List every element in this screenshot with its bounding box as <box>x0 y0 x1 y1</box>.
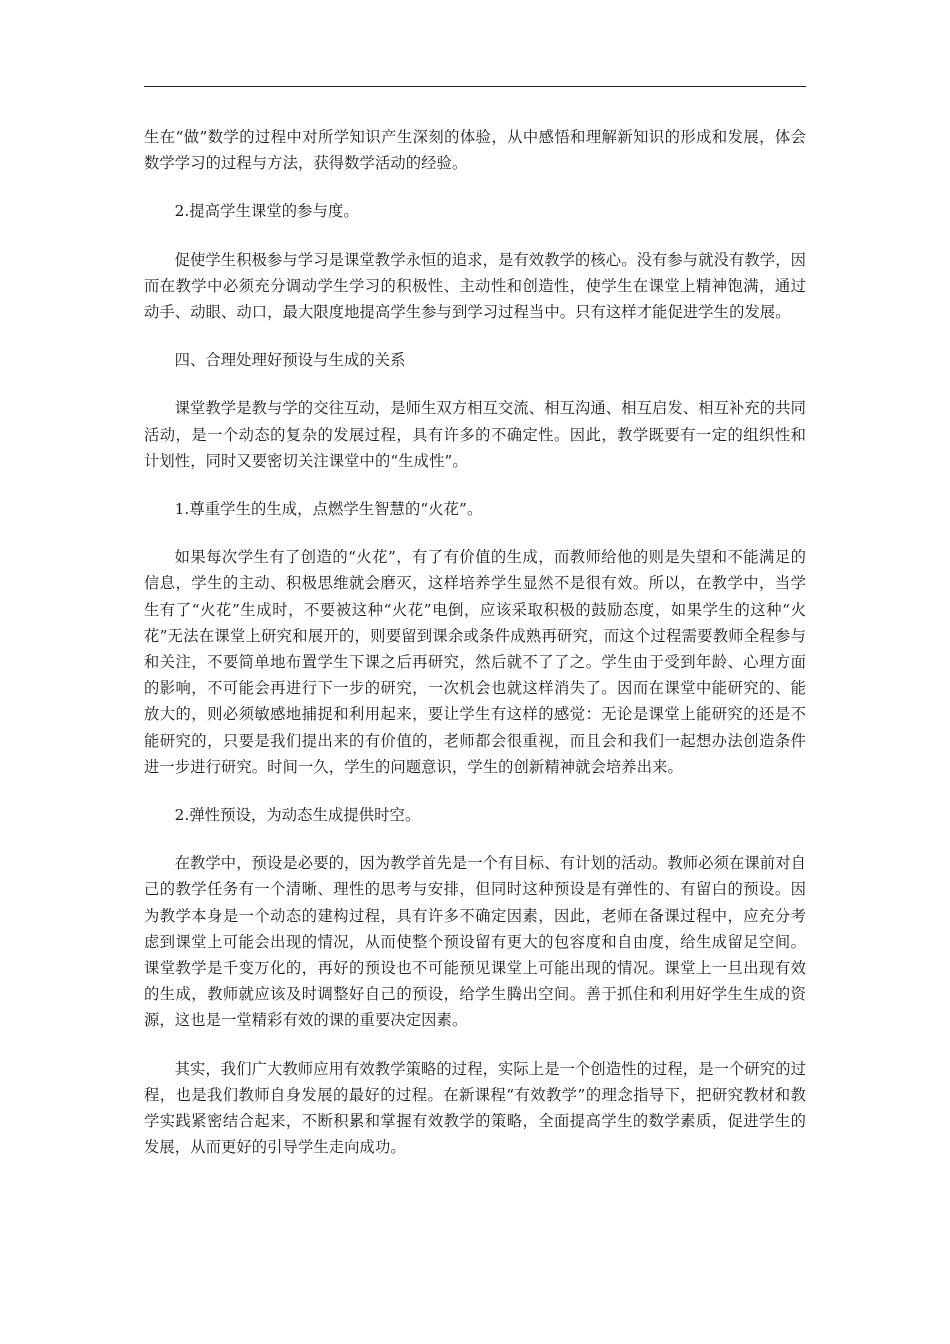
paragraph-participation: 促使学生积极参与学习是课堂教学永恒的追求，是有效教学的核心。没有参与就没有教学，因而在教学中必须充分调动学生学习的积极性、主动性和创造性，使学生在课堂上精神饱满，通过动手、动眼、动口，最大限度地提高学生参与到学习过程当中。只有这样才能促进学生的发展。 <box>144 250 806 322</box>
subheading-respect-generation: 1.尊重学生的生成，点燃学生智慧的“火花”。 <box>174 500 483 519</box>
paragraph-preset: 在教学中，预设是必要的，因为教学首先是一个有目标、有计划的活动。教师必须在课前对自己的教学任务有一个清晰、理性的思考与安排，但同时这种预设是有弹性的、有留白的预设。因为教学本身是一个动态的建构过程，具有许多不确定因素，因此，老师在备课过程中，应充分考虑到课堂上可能会出现的情况，从而使整个预设留有更大的包容度和自由度，给生成留足空间。课堂教学是千变万化的，再好的预设也不可能预见课堂上可能出现的情况。课堂上一旦出现有效的生成，教师就应该及时调整好自己的预设，给学生腾出空间。善于抓住和利用好学生生成的资源，这也是一堂精彩有效的课的重要决定因素。 <box>144 854 806 1030</box>
subheading-participation: 2.提高学生课堂的参与度。 <box>174 202 359 221</box>
paragraph-classroom-interaction: 课堂教学是教与学的交往互动，是师生双方相互交流、相互沟通、相互启发、相互补充的共同活动，是一个动态的复杂的发展过程，具有许多的不确定性。因此，教学既要有一定的组织性和计划性，同时又要密切关注课堂中的“生成性”。 <box>144 399 806 470</box>
paragraph-conclusion: 其实，我们广大教师应用有效教学策略的过程，实际上是一个创造性的过程，是一个研究的过程，也是我们教师自身发展的最好的过程。在新课程“有效教学”的理念指导下，把研究教材和教学实践紧密结合起来，不断积累和掌握有效教学的策略，全面提高学生的数学素质，促进学生的发展，从而更好的引导学生走向成功。 <box>144 1059 806 1157</box>
document-body <box>144 124 806 1183</box>
header-rule <box>144 86 806 87</box>
paragraph-continuation: 生在“做”数学的过程中对所学知识产生深刻的体验，从中感悟和理解新知识的形成和发展，体会数学学习的过程与方法，获得数学活动的经验。 <box>144 128 806 173</box>
paragraph-spark: 如果每次学生有了创造的“火花”，有了有价值的生成，而教师给他的则是失望和不能满足的信息，学生的主动、积极思维就会磨灭，这样培养学生显然不是很有效。所以，在教学中，当学生有了“火花”生成时，不要被这种“火花”电倒，应该采取积极的鼓励态度，如果学生的这种“火花”无法在课堂上研究和展开的，则要留到课余或条件成熟再研究，而这个过程需要教师全程参与和关注，不要简单地布置学生下课之后再研究，然后就不了了之。学生由于受到年龄、心理方面的影响，不可能会再进行下一步的研究，一次机会也就这样消失了。因而在课堂中能研究的、能放大的，则必须敏感地捕捉和利用起来，要让学生有这样的感觉：无论是课堂上能研究的还是不能研究的，只要是我们提出来的有价值的，老师都会很重视，而且会和我们一起想办法创造条件进一步进行研究。时间一久，学生的问题意识，学生的创新精神就会培养出来。 <box>144 548 806 776</box>
section-heading-four: 四、合理处理好预设与生成的关系 <box>174 351 406 370</box>
subheading-flexible-preset: 2.弹性预设，为动态生成提供时空。 <box>174 806 421 825</box>
